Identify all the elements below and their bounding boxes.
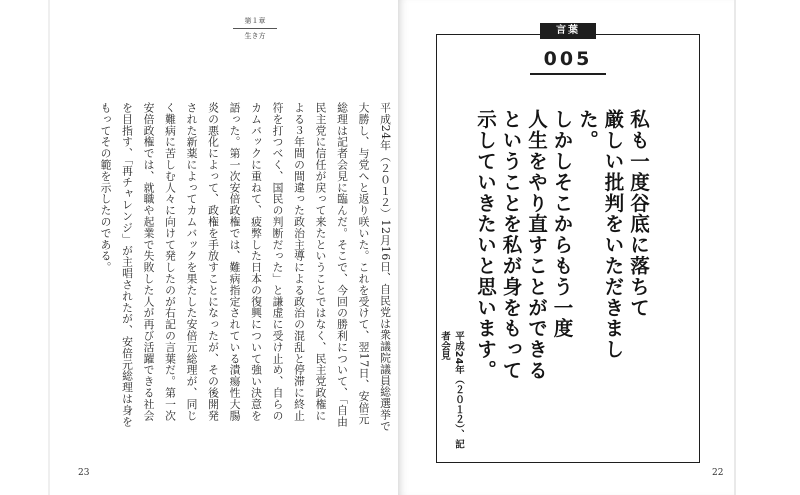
chapter-title: 生き方 bbox=[244, 32, 266, 40]
left-page bbox=[48, 0, 398, 495]
quote-badge: 言葉 bbox=[540, 23, 596, 39]
quote-line: ということを私が身をもって bbox=[499, 109, 523, 381]
quote-number-rule bbox=[530, 73, 606, 75]
quote-text bbox=[474, 109, 651, 399]
body-paragraph: 平成24年（２０１２）12月16日、自民党は衆議院議員総選挙で大勝し、与党へと返り咲いた。これを受けて、翌17日、安倍元総理は記者会見に臨んだ。そこで、今回の勝利について、「自由民主党に信任が戻って来たということではなく、民主党政権による３年間の間違った政治主導による政治の混乱と停滞に終止符を打つべく、国民の判断だった」と謙虚に受け止め、自らのカムバックに重ねて、疲弊した日本の復興について強い決意を語った。第一次安倍政権では、難病指定されている潰瘍性大腸炎の悪化によって、政権を手放すことになったが、その後開発された新薬によってカムバックを果たした安倍元総理が、同じく難病に苦しむ人々に向けて発したのが右記の言葉だ。第一次安倍政権では、就職や起業で失敗した人が再び活躍できる社会を目指す、「再チャレンジ」が主唱されたが、安倍元総理は身をもってその範を示したのである。 bbox=[99, 102, 392, 432]
quote-line: 人生をやり直すことができる bbox=[525, 109, 548, 381]
quote-line: しかしそこからもう一度 bbox=[550, 109, 574, 339]
page-number-left: 23 bbox=[78, 468, 90, 478]
quote-number: 005 bbox=[543, 48, 593, 70]
quote-source: 平成24年（２０１２）、記者会見 bbox=[439, 331, 464, 450]
body-text bbox=[99, 102, 396, 432]
right-page bbox=[398, 0, 736, 495]
page-number-right: 22 bbox=[712, 468, 724, 478]
quote-line: 厳しい批判をいただきました。 bbox=[576, 109, 625, 360]
chapter-header bbox=[233, 16, 277, 41]
chapter-rule bbox=[233, 28, 277, 29]
chapter-label: 第１章 bbox=[244, 17, 266, 25]
quote-box bbox=[436, 25, 700, 463]
quote-line: 示していきたいと思います。 bbox=[474, 109, 497, 381]
quote-line: 私も一度谷底に落ちて bbox=[627, 109, 650, 318]
